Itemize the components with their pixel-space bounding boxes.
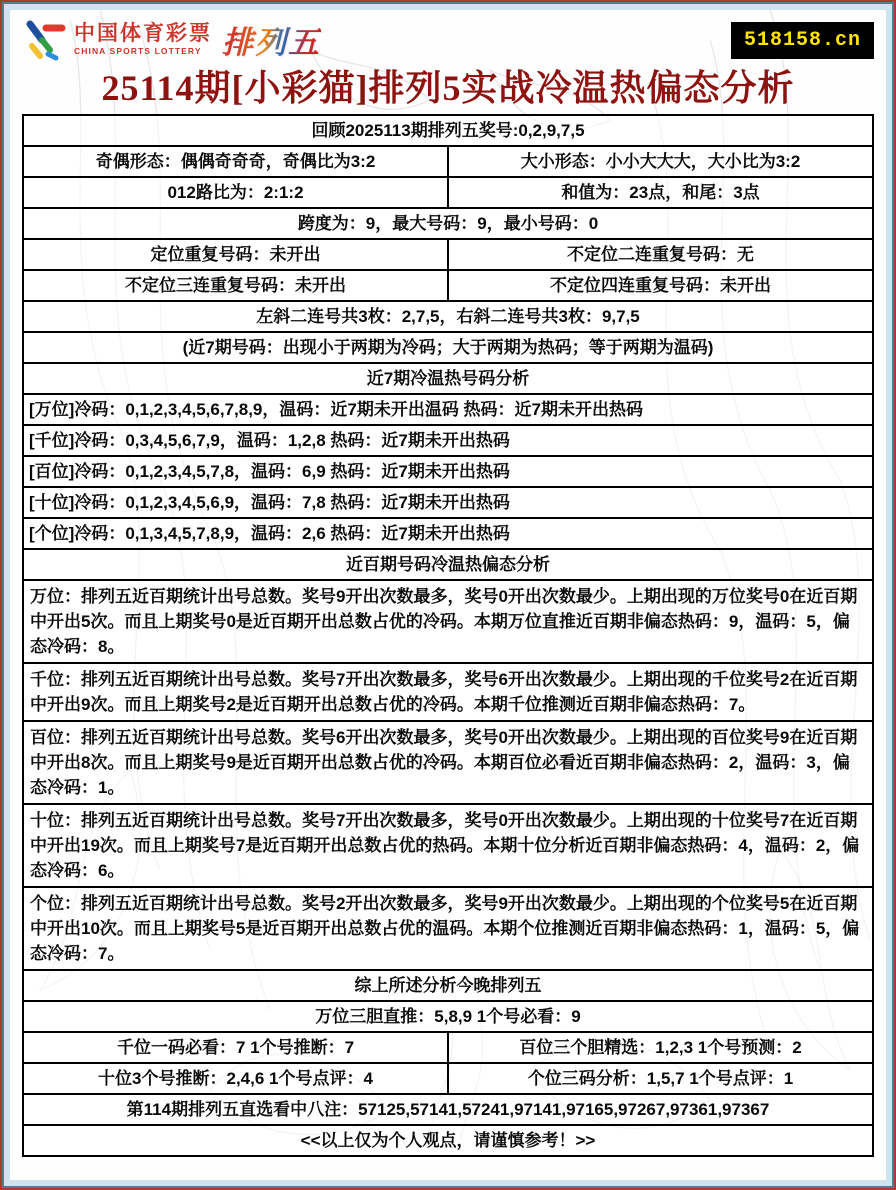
table-row-split: [24, 178, 872, 209]
table-cell: 千位一码必看：7 1个号推断：7: [116, 1037, 355, 1057]
table-row-split: [24, 240, 872, 271]
brand-name-en: CHINA SPORTS LOTTERY: [74, 45, 202, 56]
table-row: [24, 333, 872, 364]
brand-product-name: 排列五: [222, 17, 321, 62]
table-row-split: [24, 271, 872, 302]
table-cell: 左斜二连号共3枚：2,7,5，右斜二连号共3枚：9,7,5: [256, 306, 640, 326]
table-cell: 十位3个号推断：2,4,6 1个号点评：4: [98, 1068, 373, 1088]
table-row: [24, 722, 872, 805]
table-cell: 千位：排列五近百期统计出号总数。奖号7开出次数最多，奖号6开出次数最少。上期出现的千位奖号2在近百期中开出9次。而且上期奖号2是近百期开出总数占优的冷码。本期千位推测近百期非偏态热码：7。: [30, 669, 858, 714]
table-cell: 近7期冷温热号码分析: [366, 368, 530, 388]
table-row: [24, 426, 872, 457]
analysis-table: [22, 114, 874, 1157]
china-sports-lottery-icon: [22, 16, 68, 62]
table-cell: [十位]冷码：0,1,2,3,4,5,6,9，温码：7,8 热码：近7期未开出热码: [29, 492, 510, 512]
page-title: 25114期[小彩猫]排列5实战冷温热偏态分析: [101, 68, 795, 108]
table-cell: 个位：排列五近百期统计出号总数。奖号2开出次数最多，奖号9开出次数最少。上期出现的个位奖号5在近百期中开出10次。而且上期奖号5是近百期开出总数占优的温码。本期个位推测近百期非偏态热码：1，温码：5，偏态冷码：7。: [30, 893, 860, 963]
table-cell: 大小形态：小小大大大，大小比为3:2: [447, 147, 872, 176]
table-cell: [千位]冷码：0,3,4,5,6,7,9，温码：1,2,8 热码：近7期未开出热码: [29, 430, 510, 450]
table-row: [24, 116, 872, 147]
table-cell: 百位：排列五近百期统计出号总数。奖号6开出次数最多，奖号0开出次数最少。上期出现的百位奖号9在近百期中开出8次。而且上期奖号9是近百期开出总数占优的冷码。本期百位必看近百期非偏态热码：2，温码：3，偏态冷码：1。: [30, 727, 858, 797]
table-cell: [个位]冷码：0,1,3,4,5,7,8,9，温码：2,6 热码：近7期未开出热码: [29, 523, 510, 543]
table-row-split: [24, 1033, 872, 1064]
table-row-split: [24, 147, 872, 178]
table-row: [24, 1095, 872, 1126]
table-cell: [万位]冷码：0,1,2,3,4,5,6,7,8,9，温码：近7期未开出温码 热码：近7期未开出热码: [29, 399, 644, 419]
table-row: [24, 1126, 872, 1155]
brand-name-cn: 中国体育彩票: [74, 21, 212, 45]
site-badge: 518158.cn: [731, 22, 874, 59]
table-row: [24, 395, 872, 426]
table-cell: 近百期号码冷温热偏态分析: [346, 554, 550, 574]
table-cell: 012路比为：2:1:2: [167, 182, 304, 202]
page-frame-inner: [2, 2, 894, 1188]
table-cell: 个位三码分析：1,5,7 1个号点评：1: [447, 1064, 872, 1093]
table-cell: 万位三胆直推：5,8,9 1个号必看：9: [315, 1006, 581, 1026]
brand-logo: [22, 16, 321, 62]
header: [10, 10, 886, 66]
table-cell: 不定位四连重复号码：未开出: [447, 271, 872, 300]
table-cell: 第114期排列五直选看中八注：57125,57141,57241,97141,97165,97267,97361,97367: [126, 1099, 770, 1119]
table-cell: 万位：排列五近百期统计出号总数。奖号9开出次数最多，奖号0开出次数最少。上期出现的万位奖号0在近百期中开出5次。而且上期奖号0是近百期开出总数占优的冷码。本期万位直推近百期非偏态热码：9，温码：5，偏态冷码：8。: [30, 586, 858, 656]
table-row: [24, 209, 872, 240]
table-row: [24, 888, 872, 971]
table-cell: 综上所述分析今晚排列五: [354, 975, 542, 995]
table-cell: 百位三个胆精选：1,2,3 1个号预测：2: [447, 1033, 872, 1062]
table-cell: 跨度为：9，最大号码：9，最小号码：0: [297, 213, 599, 233]
table-row: [24, 519, 872, 550]
table-row: [24, 581, 872, 664]
table-cell: 回顾2025113期排列五奖号:0,2,9,7,5: [311, 120, 585, 140]
table-row-split: [24, 1064, 872, 1095]
table-row: [24, 302, 872, 333]
table-cell: <<以上仅为个人观点，请谨慎参考！>>: [300, 1130, 596, 1150]
table-row: [24, 971, 872, 1002]
page: [4, 4, 892, 1186]
table-row: [24, 488, 872, 519]
table-row: [24, 1002, 872, 1033]
table-row: [24, 664, 872, 722]
table-cell: 定位重复号码：未开出: [150, 244, 321, 264]
table-cell: 奇偶形态：偶偶奇奇奇，奇偶比为3:2: [95, 151, 376, 171]
table-cell: 不定位三连重复号码：未开出: [125, 275, 346, 295]
table-row: [24, 457, 872, 488]
table-cell: 不定位二连重复号码：无: [447, 240, 872, 269]
brand-text: [74, 23, 212, 56]
table-cell: 和值为：23点，和尾：3点: [447, 178, 872, 207]
table-row: [24, 550, 872, 581]
table-row: [24, 805, 872, 888]
table-cell: 十位：排列五近百期统计出号总数。奖号7开出次数最多，奖号0开出次数最少。上期出现的十位奖号7在近百期中开出19次。而且上期奖号7是近百期开出总数占优的热码。本期十位分析近百期非偏态热码：4，温码：2，偏态冷码：6。: [30, 810, 860, 880]
table-cell: (近7期号码：出现小于两期为冷码；大于两期为热码；等于两期为温码): [182, 337, 714, 357]
table-row: [24, 364, 872, 395]
table-cell: [百位]冷码：0,1,2,3,4,5,7,8，温码：6,9 热码：近7期未开出热码: [29, 461, 510, 481]
